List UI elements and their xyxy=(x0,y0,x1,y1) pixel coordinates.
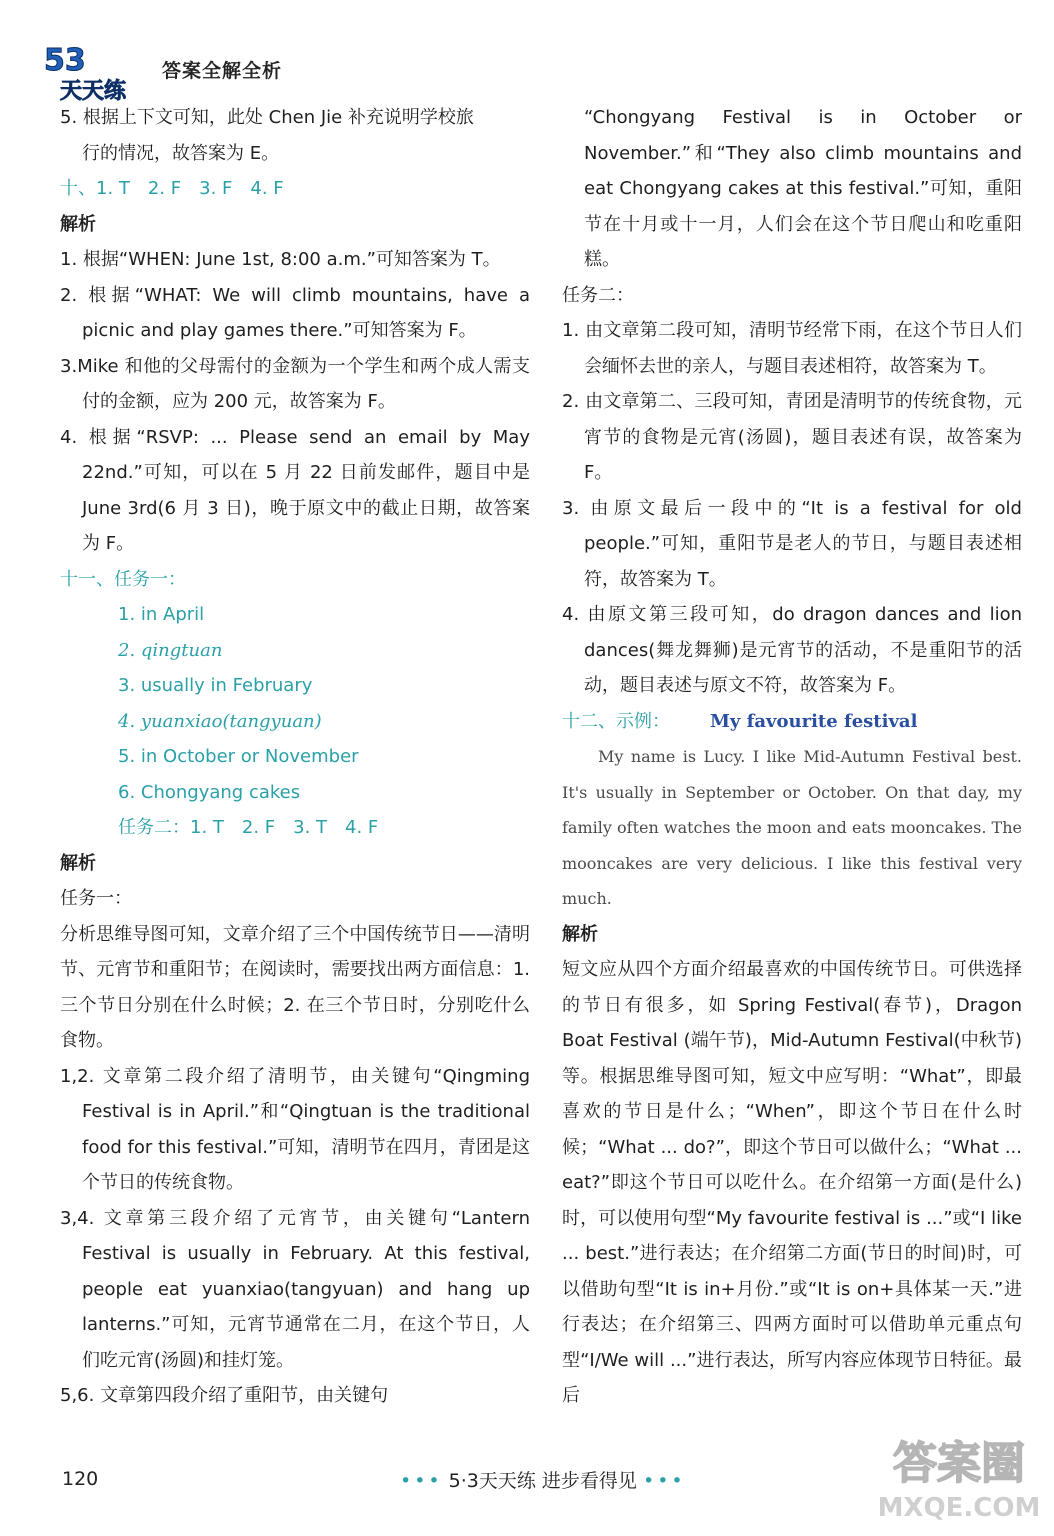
analysis-item: 4. 根据“RSVP: ... Please send an email by May 22nd.”可知，可以在 5 月 22 日前发邮件，题目中是 June 3rd(6 月 3 日)，晚于原文中的截止日期，故答案为 F。 xyxy=(60,426,530,554)
section-12-heading xyxy=(562,704,1022,740)
analysis-item: 5,6. 文章第四段介绍了重阳节，由关键句 xyxy=(60,1385,389,1406)
right-column xyxy=(562,100,1022,1414)
analysis-item: 3.Mike 和他的父母需付的金额为一个学生和两个成人需支付的金额，应为 200 元，故答案为 F。 xyxy=(60,355,530,412)
svg-text:答案圈: 答案圈 xyxy=(893,1438,1025,1489)
section-12-label: 十二、示例： xyxy=(562,710,670,732)
task2-label: 任务二： xyxy=(562,284,634,306)
task1-answer: 6. Chongyang cakes xyxy=(118,781,301,803)
svg-text:53: 53 xyxy=(44,43,86,78)
slogan-text: 5·3天天练 进步看得见 xyxy=(448,1470,637,1492)
dots-decoration: ••• xyxy=(400,1470,443,1492)
svg-text:MXQE.COM: MXQE.COM xyxy=(877,1493,1041,1523)
continued-text: “Chongyang Festival is in October or November.”和“They also climb mountains and eat Chongyang cakes at this festival.”可知，重阳节在十月或十一月，人们会在这个节日爬山和吃重阳糕。 xyxy=(584,107,1022,270)
dots-decoration: ••• xyxy=(642,1470,686,1492)
task1-answer: 3. usually in February xyxy=(118,675,313,696)
footer-slogan xyxy=(400,1466,686,1493)
page-number: 120 xyxy=(62,1468,99,1490)
q5-explanation: 5. 根据上下文可知，此处 Chen Jie 补充说明学校旅 行的情况，故答案为 E。 xyxy=(60,107,474,164)
left-column xyxy=(60,100,530,1414)
logo xyxy=(40,40,150,104)
task1-answer: 5. in October or November xyxy=(118,746,359,767)
svg-text:天天练: 天天练 xyxy=(60,79,127,104)
analysis-heading: 解析 xyxy=(562,923,598,945)
task1-answer: 4. yuanxiao(tangyuan) xyxy=(118,710,322,732)
task1-answer: 2. qingtuan xyxy=(118,639,223,661)
task1-answer: 1. in April xyxy=(118,604,205,625)
task1-label: 任务一： xyxy=(60,888,132,909)
analysis-item: 1. 由文章第二段可知，清明节经常下雨，在这个节日人们会缅怀去世的亲人，与题目表述相符，故答案为 T。 xyxy=(562,320,1022,377)
analysis-item: 1,2. 文章第二段介绍了清明节，由关键句“Qingming Festival is in April.”和“Qingtuan is the traditional food for this festival.”可知，清明节在四月，青团是这个节日的传统食物。 xyxy=(60,1065,530,1193)
analysis-heading: 解析 xyxy=(60,213,96,235)
analysis-paragraph: 分析思维导图可知，文章介绍了三个中国传统节日——清明节、元宵节和重阳节；在阅读时，需要找出两方面信息：1. 三个节日分别在什么时候；2. 在三个节日时，分别吃什么食物。 xyxy=(60,923,530,1051)
task2-answers: 任务二：1. T 2. F 3. T 4. F xyxy=(118,817,379,838)
section-10-answers: 十、1. T 2. F 3. F 4. F xyxy=(60,178,284,199)
analysis-item: 3,4. 文章第三段介绍了元宵节，由关键句“Lantern Festival is usually in February. At this festival, people eat yuanxiao(tangyuan) and hang up lanterns.”可知，元宵节通常在二月，在这个节日，人们吃元宵(汤圆)和挂灯笼。 xyxy=(60,1207,530,1371)
section-11-heading: 十一、任务一： xyxy=(60,568,186,590)
analysis-heading: 解析 xyxy=(60,852,96,874)
essay-title: My favourite festival xyxy=(710,710,918,732)
analysis-paragraph: 短文应从四个方面介绍最喜欢的中国传统节日。可供选择的节日有很多，如 Spring Festival(春节)，Dragon Boat Festival (端午节)，Mid-Autumn Festival(中秋节)等。根据思维导图可知，短文中应写明：“What”，即最喜欢的节日是什么；“When”，即这个节日在什么时候；“What ... do?”，即这个节日可以做什么；“What ... eat?”即这个节日可以吃什么。在介绍第一方面(是什么)时，可以使用句型“My favourite festival is ...”或“I like ... best.”进行表达；在介绍第二方面(节日的时间)时，可以借助句型“It is in+月份.”或“It is on+具体某一天.”进行表达；在介绍第三、四两方面时可以借助单元重点句型“I/We will ...”进行表达，所写内容应体现节日特征。最后 xyxy=(562,959,1022,1406)
analysis-item: 4. 由原文第三段可知，do dragon dances and lion dances(舞龙舞狮)是元宵节的活动，不是重阳节的活动，题目表述与原文不符，故答案为 F。 xyxy=(562,604,1022,696)
analysis-item: 2. 根据“WHAT: We will climb mountains, have a picnic and play games there.”可知答案为 F。 xyxy=(60,284,530,341)
watermark xyxy=(874,1420,1044,1530)
header-title: 答案全解全析 xyxy=(162,60,283,82)
analysis-item: 3. 由原文最后一段中的“It is a festival for old people.”可知，重阳节是老人的节日，与题目表述相符，故答案为 T。 xyxy=(562,497,1022,590)
analysis-item: 1. 根据“WHEN: June 1st, 8:00 a.m.”可知答案为 T。 xyxy=(60,249,501,270)
analysis-item: 2. 由文章第二、三段可知，青团是清明节的传统食物，元宵节的食物是元宵(汤圆)，题目表述有误，故答案为 F。 xyxy=(562,391,1022,483)
sample-essay: My name is Lucy. I like Mid-Autumn Festival best. It's usually in September or October. On that day, my family often watches the moon and eats mooncakes. The mooncakes are very delicious. I like this festival very much. xyxy=(562,747,1022,908)
